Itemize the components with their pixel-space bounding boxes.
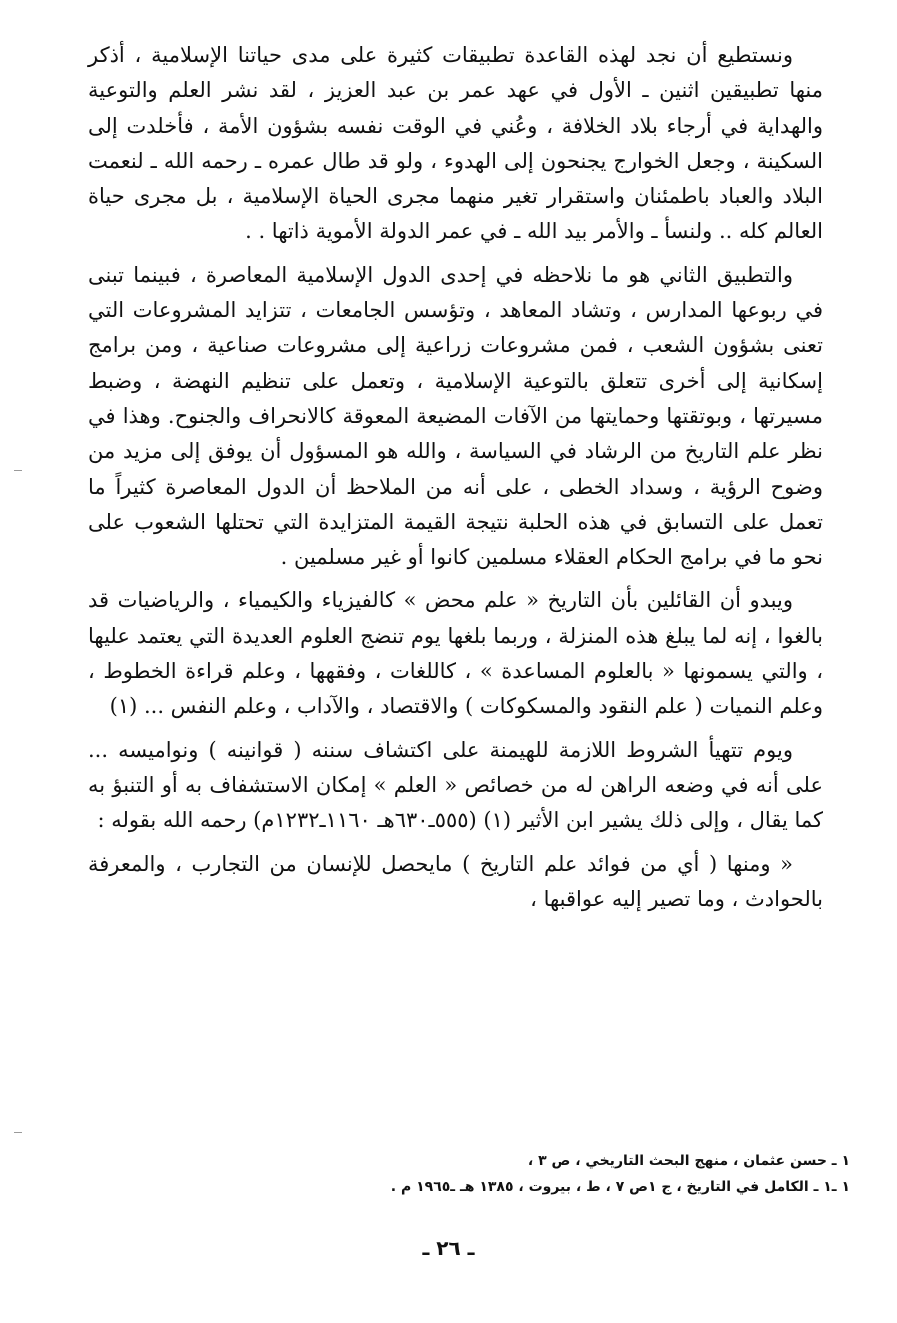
- paragraph-2: والتطبيق الثاني هو ما نلاحظه في إحدى الدول الإسلامية المعاصرة ، فبينما تبنى في ربوعها المدارس ، وتشاد المعاهد ، وتؤسس الجامعات ، تتزايد المشروعات التي تعنى بشؤون الشعب ، فمن مشروعات زراعية إلى مشروعات صناعية ، ومن برامج إسكانية إلى أخرى تتعلق بالتوعية الإسلامية ، وتعمل على تنظيم النهضة ، وضبط مسيرتها ، وبوتقتها وحمايتها من الآفات المضيعة المعوقة كالانحراف والجنوح. وهذا في نظر علم التاريخ من الرشاد في السياسة ، والله هو المسؤول أن يوفق إلى مزيد من وضوح الرؤية ، وسداد الخطى ، على أنه من الملاحظ أن الدول المعاصرة كثيراً ما تعمل على التسابق في هذه الحلبة نتيجة القيمة المتزايدة التي تحتلها الشعوب على نحو ما في برامج الحكام العقلاء مسلمين كانوا أو غير مسلمين .: [88, 262, 823, 570]
- paragraph-1: ونستطيع أن نجد لهذه القاعدة تطبيقات كثيرة على مدى حياتنا الإسلامية ، أذكر منها تطبيقين اثنين ـ الأول في عهد عمر بن عبد العزيز ، لقد نشر العلم والتوعية والهداية في أرجاء بلاد الخلافة ، وعُني في الوقت نفسه بشؤون الأمة ، فأخلدت إلى السكينة ، وجعل الخوارج يجنحون إلى الهدوء ، ولو قد طال عمره ـ رحمه الله ـ لنعمت البلاد والعباد باطمئنان واستقرار تغير منهما مجرى الحياة الإسلامية ، بل مجرى حياة العالم كله .. ولنسأ ـ والأمر بيد الله ـ في عمر الدولة الأموية ذاتها . .: [88, 43, 823, 244]
- footnote-1: ١ ـ حسن عثمان ، منهج البحث التاريخي ، ص ٣ ،: [527, 1153, 850, 1169]
- scan-edge-mark: [14, 1132, 22, 1133]
- footnotes: [110, 1148, 850, 1200]
- page-number: ـ ٢٦ ـ: [422, 1236, 475, 1260]
- paragraph-4: ويوم تتهيأ الشروط اللازمة للهيمنة على اكتشاف سننه ( قوانينه ) ونواميسه ... على أنه في وضعه الراهن له من خصائص « العلم » إمكان الاستشفاف به أو التنبؤ به كما يقال ، وإلى ذلك يشير ابن الأثير (١) (٥٥٥ـ٦٣٠هـ ١١٦٠ـ١٢٣٢م) رحمه الله بقوله :: [88, 737, 823, 833]
- scan-edge-mark: [14, 470, 22, 471]
- footnote-2: ١ ـ١ ـ الكامل في التاريخ ، ج ١ص ٧ ، ط ، بيروت ، ١٣٨٥ هـ ـ١٩٦٥ م .: [390, 1179, 850, 1195]
- paragraph-5: « ومنها ( أي من فوائد علم التاريخ ) مايحصل للإنسان من التجارب ، والمعرفة بالحوادث ، وما تصير إليه عواقبها ،: [88, 851, 823, 911]
- main-text: [88, 38, 823, 925]
- paragraph-3: ويبدو أن القائلين بأن التاريخ « علم محض » كالفيزياء والكيمياء ، والرياضيات قد بالغوا ، إنه لما يبلغ هذه المنزلة ، وربما بلغها يوم تنضج العلوم العديدة التي يعتمد عليها ، والتي يسمونها « بالعلوم المساعدة » ، كاللغات ، وفقهها ، وعلم قراءة الخطوط ، وعلم النميات ( علم النقود والمسكوكات ) والاقتصاد ، والآداب ، وعلم النفس ... (١): [88, 588, 823, 719]
